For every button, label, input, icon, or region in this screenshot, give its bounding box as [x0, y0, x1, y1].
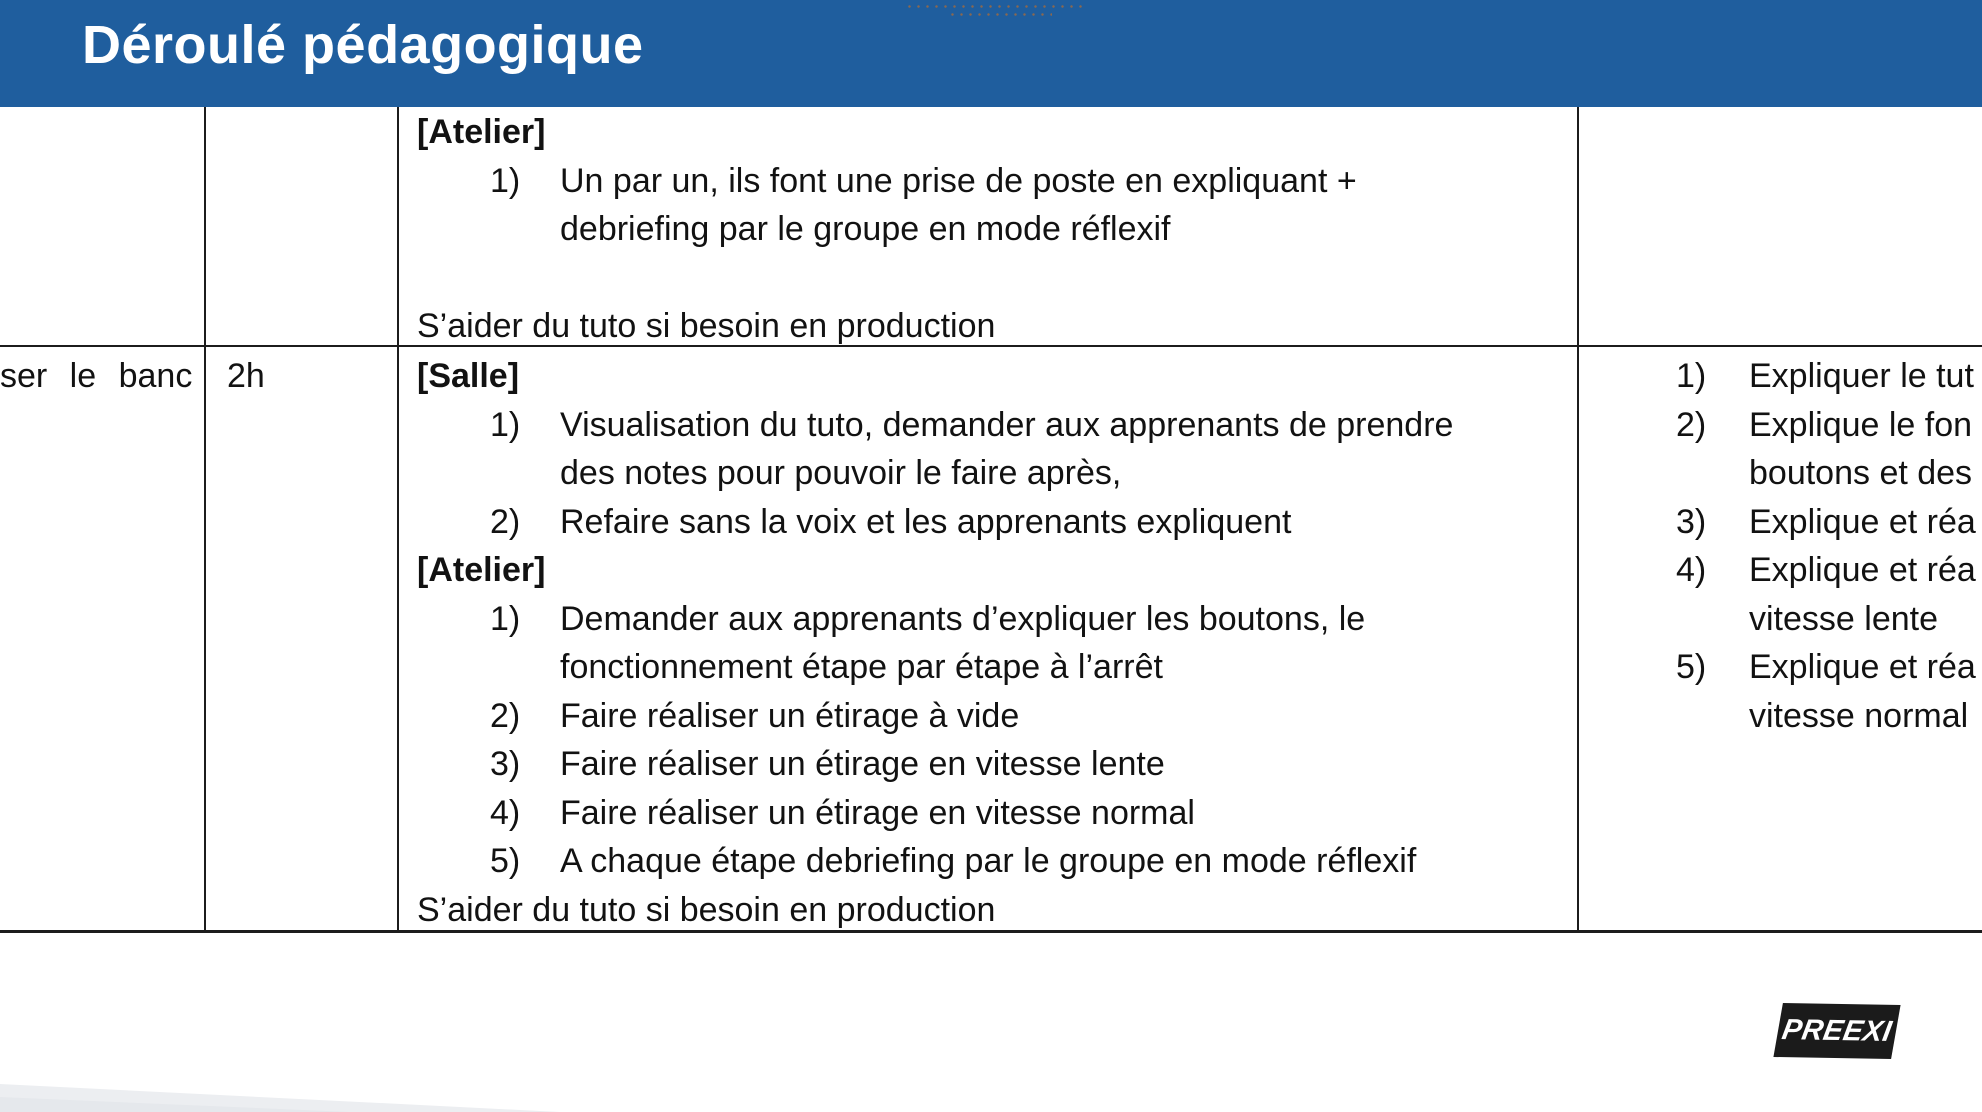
text-line	[417, 692, 1453, 741]
line-text: Expliquer le tut	[1749, 357, 1974, 395]
cell-row1-instructions	[417, 108, 1357, 351]
list-marker: 3)	[1676, 502, 1707, 541]
preexi-logo	[1773, 1003, 1900, 1059]
text-line	[1676, 498, 1976, 547]
cell-row2-evaluation	[1676, 352, 1976, 740]
text-line	[417, 643, 1453, 692]
cell-row2-instructions	[417, 352, 1453, 934]
line-text: debriefing par le groupe en mode réflexif	[560, 210, 1171, 248]
line-text: des notes pour pouvoir le faire après,	[560, 454, 1122, 492]
line-text: Visualisation du tuto, demander aux apprenants de prendre	[560, 405, 1454, 444]
line-text: boutons et des	[1749, 454, 1973, 492]
text-line	[1676, 449, 1976, 498]
text-line	[1676, 546, 1976, 595]
list-marker: 2)	[490, 696, 521, 735]
list-marker: 2)	[490, 502, 521, 541]
list-marker: 1)	[1676, 357, 1707, 395]
text-line	[417, 740, 1453, 789]
line-text: Explique et réa	[1749, 648, 1976, 686]
line-text: A chaque étape debriefing par le groupe en mode réflexif	[560, 842, 1417, 880]
list-marker: 4)	[490, 793, 521, 832]
cell-row2-duration: 2h	[227, 357, 265, 395]
line-text: [Salle]	[417, 357, 520, 395]
text-line	[417, 546, 1453, 595]
text-line	[417, 401, 1453, 450]
line-text: Faire réaliser un étirage à vide	[560, 696, 1020, 735]
line-text: vitesse normal	[1749, 696, 1969, 735]
text-line	[1676, 692, 1976, 741]
text-line	[1676, 595, 1976, 644]
list-marker: 5)	[490, 842, 521, 880]
text-line	[417, 157, 1357, 206]
page-title: Déroulé pédagogique	[82, 15, 644, 75]
line-text: Explique le fon	[1749, 405, 1973, 444]
line-text: [Atelier]	[417, 113, 546, 151]
line-text: Explique et réa	[1749, 551, 1976, 589]
list-marker: 2)	[1676, 405, 1707, 444]
table-border-vertical-1	[204, 107, 206, 933]
text-line	[417, 302, 1357, 351]
text-line	[1676, 352, 1976, 401]
line-text: Faire réaliser un étirage en vitesse normal	[560, 793, 1195, 832]
table-border-vertical-3	[1577, 107, 1579, 933]
list-marker: 1)	[490, 599, 521, 638]
text-line	[417, 108, 1357, 157]
list-marker: 1)	[490, 405, 521, 444]
text-line	[417, 254, 1357, 303]
line-text: Un par un, ils font une prise de poste en expliquant +	[560, 161, 1357, 200]
text-line	[1676, 401, 1976, 450]
list-marker: 1)	[490, 161, 521, 200]
cell-row2-activity: ser le banc	[0, 357, 193, 395]
preexi-logo-text: PREEXI	[1779, 1013, 1895, 1048]
line-text: fonctionnement étape par étape à l’arrêt	[560, 648, 1163, 686]
line-text: vitesse lente	[1749, 599, 1938, 638]
text-line	[417, 352, 1453, 401]
line-text: [Atelier]	[417, 551, 546, 589]
line-text: S’aider du tuto si besoin en production	[417, 307, 996, 345]
list-marker: 5)	[1676, 648, 1707, 686]
line-text: Refaire sans la voix et les apprenants expliquent	[560, 502, 1292, 541]
table-border-vertical-2	[397, 107, 399, 933]
text-line	[417, 886, 1453, 935]
text-line	[417, 837, 1453, 886]
line-text: Faire réaliser un étirage en vitesse lente	[560, 745, 1165, 783]
line-text: S’aider du tuto si besoin en production	[417, 890, 996, 929]
line-text: Explique et réa	[1749, 502, 1976, 541]
text-line	[1676, 643, 1976, 692]
list-marker: 3)	[490, 745, 521, 783]
text-line	[417, 789, 1453, 838]
text-line	[417, 449, 1453, 498]
dots-decoration-row2	[948, 12, 1052, 17]
list-marker: 4)	[1676, 551, 1707, 589]
dots-decoration-row1	[905, 4, 1083, 9]
text-line	[417, 595, 1453, 644]
text-line	[417, 498, 1453, 547]
line-text: Demander aux apprenants d’expliquer les boutons, le	[560, 599, 1366, 638]
text-line	[417, 205, 1357, 254]
